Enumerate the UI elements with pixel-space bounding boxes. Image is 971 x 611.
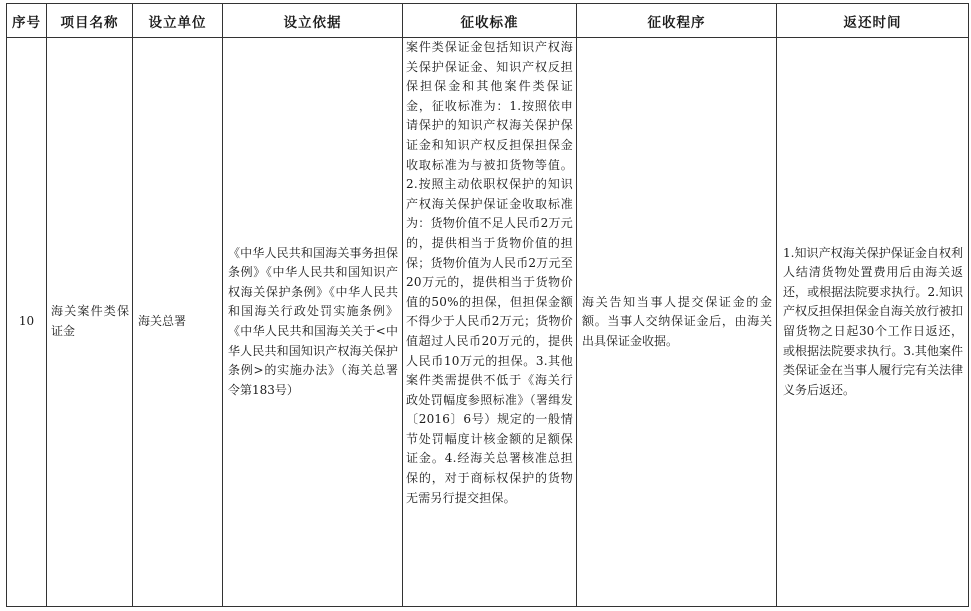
cell-return-time: 1.知识产权海关保护保证金自权利人结清货物处置费用后由海关返还，或根据法院要求执行。2.知识产权反担保担保金自海关放行被扣留货物之日起30个工作日返还，或根据法院要求执行。3.其他案件类保证金在当事人履行完有关法律义务后返还。: [777, 38, 969, 607]
cell-collection-procedure: 海关告知当事人提交保证金的金额。当事人交纳保证金后，由海关出具保证金收据。: [577, 38, 777, 607]
table-row: [7, 38, 969, 607]
cell-item-name: 海关案件类保证金: [47, 38, 133, 607]
header-index: 序号: [7, 4, 47, 38]
header-collection-procedure: 征收程序: [577, 4, 777, 38]
header-establishing-unit: 设立单位: [133, 4, 223, 38]
header-item-name: 项目名称: [47, 4, 133, 38]
header-legal-basis: 设立依据: [223, 4, 403, 38]
header-return-time: 返还时间: [777, 4, 969, 38]
fee-table-page: [6, 3, 968, 607]
table-header-row: [7, 4, 969, 38]
fee-table: [6, 3, 969, 607]
cell-index: 10: [7, 38, 47, 607]
cell-collection-standard: 案件类保证金包括知识产权海关保护保证金、知识产权反担保担保金和其他案件类保证金，征收标准为：1.按照依申请保护的知识产权海关保护保证金和知识产权反担保担保金收取标准为与被扣货物等值。2.按照主动依职权保护的知识产权海关保护保证金收取标准为：货物价值不足人民币2万元的，提供相当于货物价值的担保；货物价值为人民币2万元至20万元的，提供相当于货物价值的50%的担保，但担保金额不得少于人民币2万元；货物价值超过人民币20万元的，提供人民币10万元的担保。3.其他案件类需提供不低于《海关行政处罚幅度参照标准》（署缉发〔2016〕6号）规定的一般情节处罚幅度计核金额的足额保证金。4.经海关总署核准总担保的，对于商标权保护的货物无需另行提交担保。: [403, 38, 577, 607]
cell-establishing-unit: 海关总署: [133, 38, 223, 607]
cell-legal-basis: 《中华人民共和国海关事务担保条例》《中华人民共和国知识产权海关保护条例》《中华人民共和国海关行政处罚实施条例》《中华人民共和国海关关于<中华人民共和国知识产权海关保护条例>的实施办法》（海关总署令第183号）: [223, 38, 403, 607]
header-collection-standard: 征收标准: [403, 4, 577, 38]
